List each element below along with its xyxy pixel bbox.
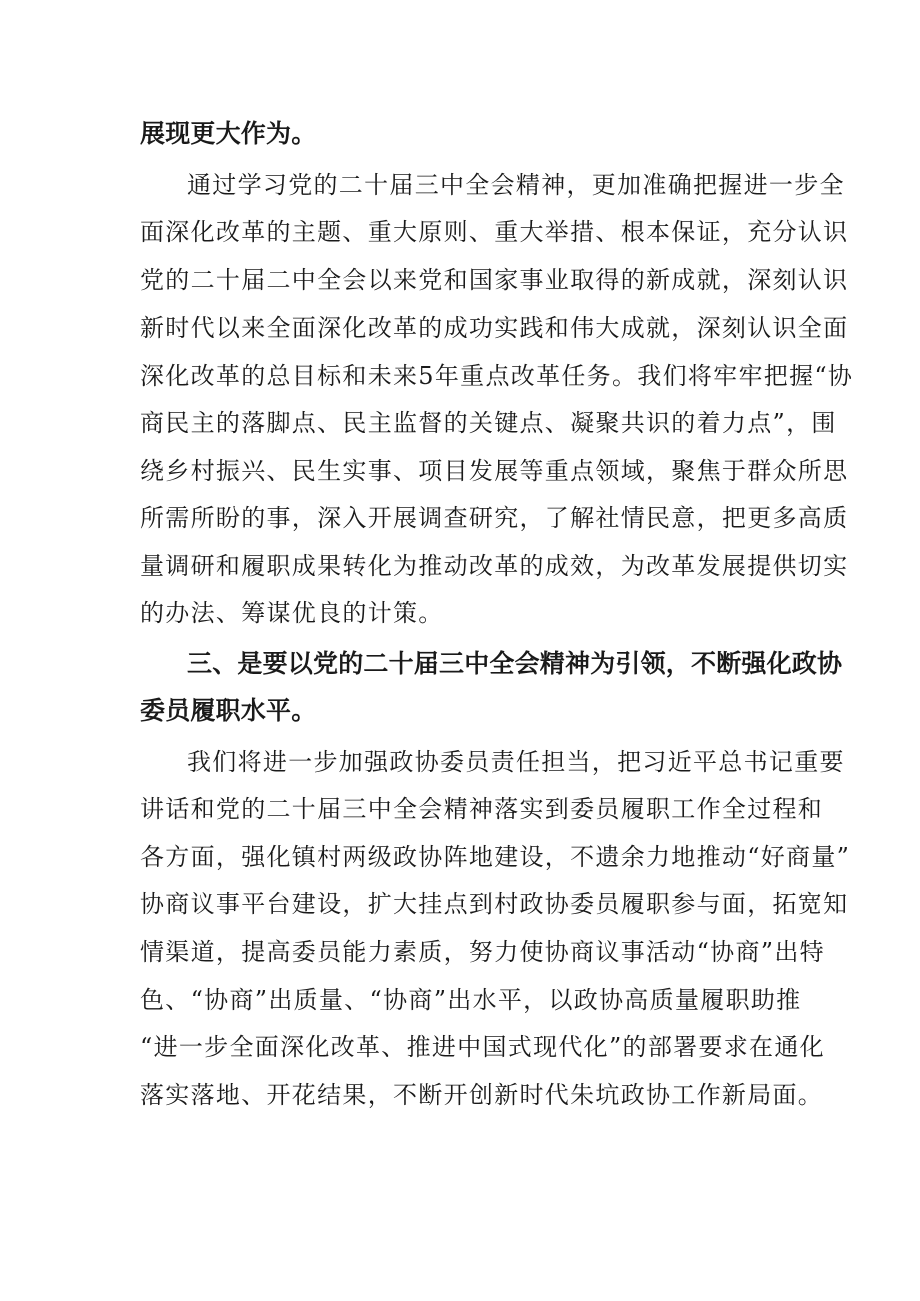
paragraph-line: 党的二十届二中全会以来党和国家事业取得的新成就，深刻认识 [140, 266, 849, 294]
paragraph-line: 通过学习党的二十届三中全会精神，更加准确把握进一步全 [187, 171, 845, 199]
paragraph-line: 新时代以来全面深化改革的成功实践和伟大成就，深刻认识全面 [140, 314, 849, 342]
paragraph-line: 讲话和党的二十届三中全会精神落实到委员履职工作全过程和 [140, 795, 824, 823]
paragraph-line: 绕乡村振兴、民生实事、项目发展等重点领域，聚焦于群众所思 [140, 457, 849, 485]
paragraph-line: 量调研和履职成果转化为推动改革的成效，为改革发展提供切实 [140, 552, 849, 580]
paragraph-line: 情渠道，提高委员能力素质，努力使协商议事活动“协商”出特 [140, 938, 825, 966]
paragraph-line: 面深化改革的主题、重大原则、重大举措、根本保证，充分认识 [140, 218, 849, 246]
intro-heading-tail: 展现更大作为。 [140, 119, 317, 148]
paragraph-line: 商民主的落脚点、民主监督的关键点、凝聚共识的着力点”，围 [140, 409, 837, 437]
paragraph-line: 色、“协商”出质量、“协商”出水平，以政协高质量履职助推 [140, 986, 802, 1014]
paragraph-line: 深化改革的总目标和未来5年重点改革任务。我们将牢牢把握“协 [140, 362, 854, 390]
paragraph-line: 各方面，强化镇村两级政协阵地建设，不遗余力地推动“好商量” [140, 843, 851, 871]
paragraph-line: 所需所盼的事，深入开展调查研究，了解社情民意，把更多高质 [140, 504, 849, 532]
heading-line: 三、是要以党的二十届三中全会精神为引领，不断强化政协 [187, 649, 843, 678]
paragraph-line: 落实落地、开花结果，不断开创新时代朱坑政协工作新局面。 [140, 1081, 824, 1109]
paragraph-line: 我们将进一步加强政协委员责任担当，把习近平总书记重要 [187, 748, 845, 776]
paragraph-line: 的办法、筹谋优良的计策。 [140, 599, 444, 627]
heading-line: 委员履职水平。 [140, 696, 317, 725]
paragraph-line: “进一步全面深化改革、推进中国式现代化”的部署要求在通化 [140, 1033, 825, 1061]
paragraph-line: 协商议事平台建设，扩大挂点到村政协委员履职参与面，拓宽知 [140, 890, 849, 918]
